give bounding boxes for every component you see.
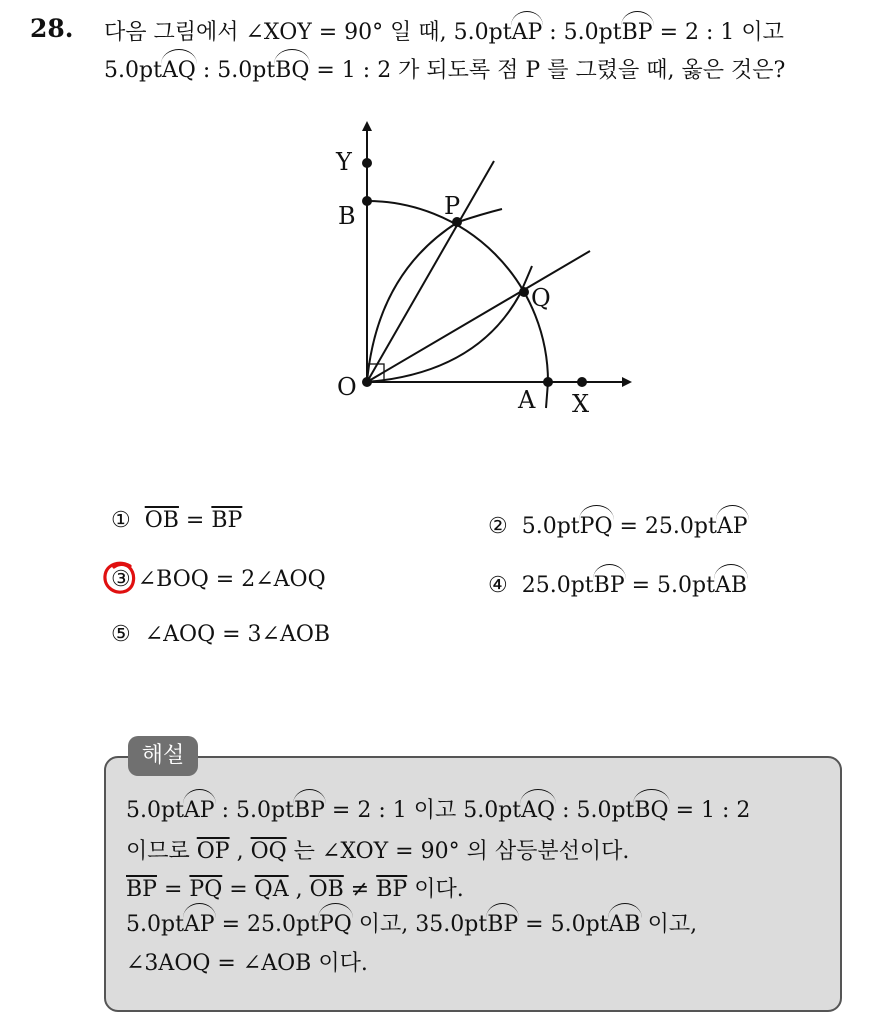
label-q: Q bbox=[531, 284, 551, 312]
point-b bbox=[362, 196, 372, 206]
explanation-line-5: ∠3AOQ = ∠AOB 이다. bbox=[126, 951, 368, 976]
explanation-line-1: 5.0ptAP : 5.0ptBP = 2 : 1 이고 5.0ptAQ : 5.0ptBQ = 1 : 2 bbox=[126, 792, 750, 824]
arc-bq: BQ bbox=[275, 52, 309, 83]
choice-4[interactable]: ④ 25.0ptBP = 5.0ptAB bbox=[488, 567, 747, 598]
ray-op bbox=[367, 161, 494, 382]
arc-bp: BP bbox=[622, 14, 653, 45]
question-line-2: 5.0ptAQ : 5.0ptBQ = 1 : 2 가 되도록 점 P 를 그렸을 때, 옳은 것은? bbox=[104, 52, 785, 84]
arc-from-b bbox=[367, 266, 532, 382]
label-o: O bbox=[337, 373, 357, 401]
choice-3[interactable]: ③ ∠BOQ = 2∠AOQ bbox=[111, 567, 326, 592]
label-y: Y bbox=[336, 148, 352, 176]
point-q bbox=[519, 287, 529, 297]
explanation-line-3: $\overline{BP} = \overline{PQ} = \overline{QA}$ , $\overline{OB} \ne \overline{BP}$ 이다. bbox=[126, 877, 464, 902]
point-o bbox=[362, 377, 372, 387]
label-p: P bbox=[444, 192, 461, 220]
answer-circle-mark bbox=[100, 558, 140, 598]
arc-ab bbox=[367, 201, 548, 408]
ray-oq bbox=[367, 251, 590, 382]
point-x bbox=[577, 377, 587, 387]
question-number: 28. bbox=[30, 14, 74, 43]
point-a bbox=[543, 377, 553, 387]
choice-2[interactable]: ② 5.0ptPQ = 25.0ptAP bbox=[488, 508, 748, 539]
explanation-line-4: 5.0ptAP = 25.0ptPQ 이고, 35.0ptBP = 5.0ptAB 이고, bbox=[126, 906, 697, 938]
geometry-diagram bbox=[322, 118, 642, 428]
choice-1[interactable]: ① $\overline{OB} = \overline{BP}$ bbox=[111, 508, 243, 533]
explanation-tag: 해설 bbox=[128, 736, 198, 776]
point-y bbox=[362, 158, 372, 168]
label-b: B bbox=[338, 202, 356, 230]
choice-5[interactable]: ⑤ ∠AOQ = 3∠AOB bbox=[111, 622, 331, 647]
arc-from-a bbox=[367, 209, 502, 382]
label-a: A bbox=[518, 386, 536, 414]
label-x: X bbox=[572, 390, 590, 418]
explanation-line-2: 이므로 $\overline{OP}$ , $\overline{OQ}$ 는 ∠XOY = 90° 의 삼등분선이다. bbox=[126, 839, 630, 864]
arc-aq: AQ bbox=[162, 52, 196, 83]
question-line-1: 다음 그림에서 ∠XOY = 90° 일 때, 5.0ptAP : 5.0ptBP = 2 : 1 이고 bbox=[104, 14, 784, 46]
arc-ap: AP bbox=[512, 14, 543, 45]
